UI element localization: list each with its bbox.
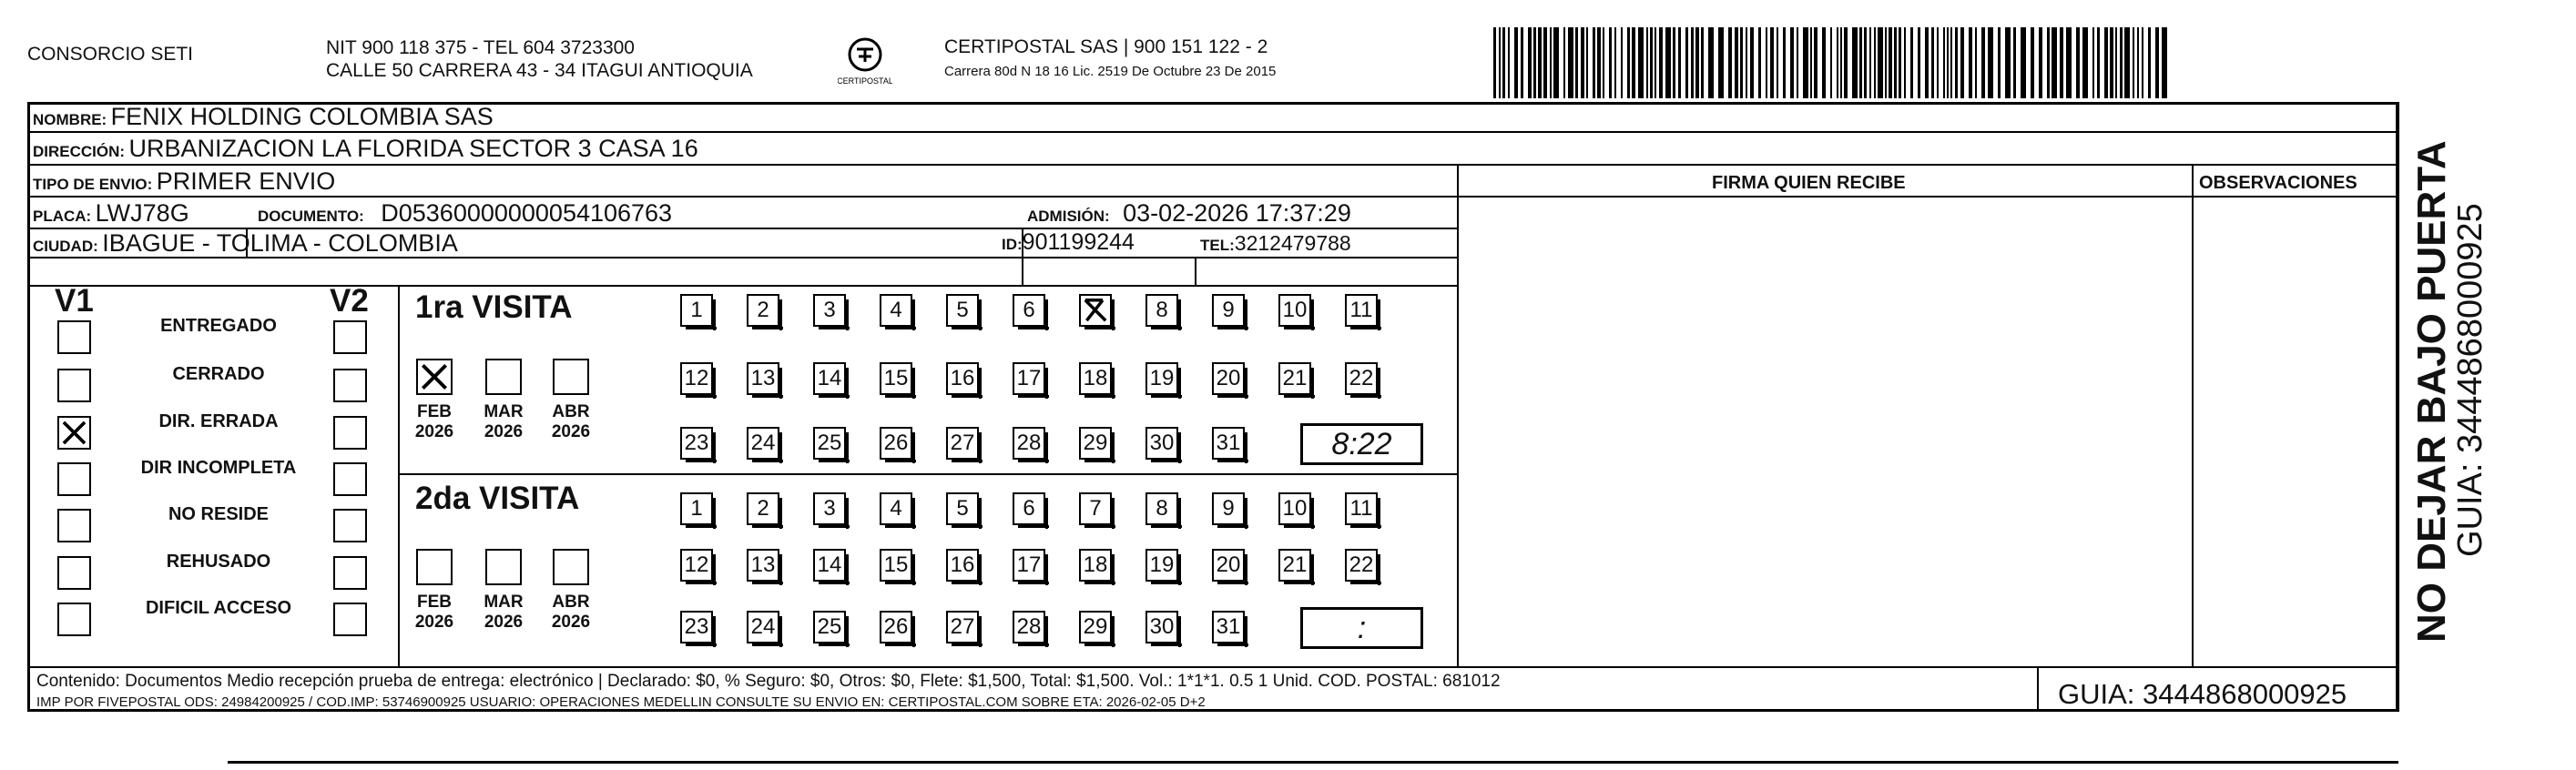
barcode-bar (2097, 27, 2100, 98)
ciudad-value: IBAGUE - TOLIMA - COLOMBIA (102, 229, 458, 257)
day-box[interactable]: 26 (880, 427, 912, 460)
barcode-bar (1538, 27, 1542, 98)
tel-label: TEL: (1200, 237, 1235, 254)
signature-area[interactable] (1460, 198, 2190, 665)
day-box[interactable]: 21 (1278, 362, 1311, 395)
barcode-bar (1790, 27, 1794, 98)
certipostal-license: Carrera 80d N 18 16 Lic. 2519 De Octubre 23 De 2015 (944, 64, 1277, 79)
barcode-bar (1655, 27, 1656, 98)
day-box[interactable]: 8 (1145, 294, 1178, 327)
day-box[interactable]: 23 (680, 427, 713, 460)
barcode-bar (1597, 27, 1601, 98)
barcode-bar (1603, 27, 1604, 98)
day-box[interactable]: 9 (1212, 294, 1245, 327)
v1-checkbox[interactable] (57, 556, 91, 590)
barcode-bar (1528, 27, 1532, 98)
day-box[interactable]: 8 (1145, 492, 1178, 525)
month-label: MAR 2026 (484, 593, 524, 632)
month-checkbox[interactable] (416, 359, 453, 395)
barcode-bar (1859, 27, 1862, 98)
placa-field (33, 199, 189, 228)
firma-quien-recibe-label: FIRMA QUIEN RECIBE (1712, 173, 1906, 193)
logo-caption: CERTIPOSTAL (838, 76, 892, 86)
day-box[interactable]: 2 (747, 294, 779, 327)
barcode-bar (1981, 27, 1985, 98)
barcode-bar (2076, 27, 2080, 98)
visit-time-box[interactable]: 8:22 (1300, 423, 1423, 465)
tel-field (1200, 231, 1351, 256)
v1-checkbox[interactable] (57, 416, 91, 450)
barcode-bar (2021, 27, 2026, 98)
day-box[interactable]: 24 (747, 427, 779, 460)
day-box[interactable]: 4 (880, 492, 912, 525)
barcode-bar (2155, 27, 2159, 98)
day-box[interactable]: 15 (880, 362, 912, 395)
day-box[interactable]: 16 (946, 549, 979, 582)
barcode-bar (1502, 27, 1505, 98)
status-label: DIFICIL ACCESO (145, 598, 291, 618)
barcode-bar (2133, 27, 2134, 98)
barcode (1493, 27, 2176, 98)
day-box[interactable]: 16 (946, 362, 979, 395)
day-box[interactable]: 12 (680, 362, 713, 395)
barcode-bar (1575, 27, 1578, 98)
barcode-bar (1894, 27, 1897, 98)
documento-value: D05360000000054106763 (381, 199, 673, 227)
visit2-title: 2da VISITA (415, 481, 580, 516)
status-label: REHUSADO (166, 552, 271, 572)
barcode-bar (2005, 27, 2011, 98)
month-checkbox[interactable] (416, 549, 453, 585)
day-box[interactable]: 10 (1278, 294, 1311, 327)
barcode-bar (1701, 27, 1704, 98)
day-box[interactable]: 24 (747, 611, 779, 643)
barcode-bar (1878, 27, 1883, 98)
direccion-value: URBANIZACION LA FLORIDA SECTOR 3 CASA 16 (128, 135, 698, 162)
barcode-bar (1728, 27, 1732, 98)
day-box[interactable]: 5 (946, 294, 979, 327)
month-label: FEB 2026 (414, 593, 454, 632)
v2-header: V2 (330, 283, 369, 319)
v1-checkbox[interactable] (57, 603, 91, 636)
day-box[interactable]: 27 (946, 427, 979, 460)
direccion-row (33, 135, 698, 163)
barcode-bar (1885, 27, 1887, 98)
certipostal-logo-icon (838, 35, 892, 89)
address-line: CALLE 50 CARRERA 43 - 34 ITAGUI ANTIOQUIA (326, 60, 753, 81)
month-label: FEB 2026 (414, 402, 454, 441)
id-label: ID: (1002, 236, 1023, 253)
barcode-bar (1931, 27, 1934, 98)
barcode-bar (1695, 27, 1699, 98)
barcode-bar (1975, 27, 1977, 98)
month-label: ABR 2026 (551, 593, 591, 632)
day-box[interactable]: 23 (680, 611, 713, 643)
day-box[interactable]: 29 (1079, 427, 1112, 460)
barcode-bar (1844, 27, 1848, 98)
day-box[interactable]: 6 (1013, 294, 1045, 327)
barcode-bar (1766, 27, 1767, 98)
day-box[interactable]: 18 (1079, 362, 1112, 395)
day-box[interactable]: 1 (680, 294, 713, 327)
barcode-bar (1889, 27, 1892, 98)
barcode-bar (1678, 27, 1681, 98)
day-box[interactable]: 26 (880, 611, 912, 643)
admision-label: ADMISIÓN: (1027, 208, 1110, 225)
day-box[interactable]: 25 (813, 611, 846, 643)
day-box[interactable]: 17 (1013, 549, 1045, 582)
barcode-bar (2142, 27, 2143, 98)
barcode-bar (1740, 27, 1743, 98)
tipo-envio-row (33, 167, 335, 196)
placa-value: LWJ78G (95, 199, 189, 227)
day-box[interactable]: 30 (1145, 427, 1178, 460)
barcode-bar (1627, 27, 1630, 98)
day-box[interactable]: 14 (813, 549, 846, 582)
company-info (326, 36, 753, 82)
v2-checkbox[interactable] (333, 462, 367, 496)
month-label: ABR 2026 (551, 402, 591, 441)
barcode-bar (1955, 27, 1958, 98)
day-box[interactable]: 18 (1079, 549, 1112, 582)
nombre-row (33, 103, 494, 131)
v2-checkbox[interactable] (333, 416, 367, 450)
v2-checkbox[interactable] (333, 556, 367, 590)
barcode-bar (2013, 27, 2016, 98)
id-field (1002, 229, 1135, 256)
nombre-label: NOMBRE: (33, 111, 107, 128)
v1-checkbox[interactable] (57, 462, 91, 496)
barcode-bar (2066, 27, 2072, 98)
v1-checkbox[interactable] (57, 369, 91, 402)
day-box[interactable]: 11 (1345, 294, 1378, 327)
barcode-bar (2115, 27, 2117, 98)
barcode-bar (2104, 27, 2108, 98)
nombre-value: FENIX HOLDING COLOMBIA SAS (110, 103, 494, 130)
month-label: MAR 2026 (484, 402, 524, 441)
observations-area[interactable] (2194, 198, 2395, 665)
barcode-bar (1514, 27, 1518, 98)
barcode-bar (1650, 27, 1653, 98)
status-label: DIR INCOMPLETA (140, 458, 297, 478)
barcode-bar (2047, 27, 2050, 98)
day-box[interactable] (1079, 294, 1112, 327)
barcode-bar (2060, 27, 2063, 98)
v1-checkbox[interactable] (57, 509, 91, 542)
barcode-bar (1864, 27, 1867, 98)
barcode-bar (1750, 27, 1754, 98)
barcode-bar (1830, 27, 1832, 98)
barcode-bar (1869, 27, 1871, 98)
day-box[interactable]: 28 (1013, 427, 1045, 460)
month-checkbox[interactable] (485, 549, 522, 585)
barcode-bar (1783, 27, 1786, 98)
barcode-bar (2031, 27, 2034, 98)
day-box[interactable]: 3 (813, 492, 846, 525)
barcode-bar (1998, 27, 2001, 98)
tipo-envio-value: PRIMER ENVIO (156, 167, 336, 195)
day-box[interactable]: 25 (813, 427, 846, 460)
day-box[interactable]: 10 (1278, 492, 1311, 525)
barcode-bar (1814, 27, 1817, 98)
status-label: CERRADO (172, 364, 265, 384)
side-warning: NO DEJAR BAJO PUERTA (2409, 140, 2454, 643)
barcode-bar (1837, 27, 1838, 98)
day-box[interactable]: 22 (1345, 549, 1378, 582)
barcode-bar (1691, 27, 1694, 98)
barcode-bar (1581, 27, 1584, 98)
status-label: NO RESIDE (168, 504, 270, 524)
day-box[interactable]: 20 (1212, 362, 1245, 395)
barcode-bar (1960, 27, 1964, 98)
barcode-bar (1638, 27, 1644, 98)
barcode-bar (1553, 27, 1559, 98)
day-box[interactable]: 19 (1145, 549, 1178, 582)
barcode-bar (1685, 27, 1688, 98)
barcode-bar (1904, 27, 1906, 98)
barcode-bar (2039, 27, 2042, 98)
barcode-bar (1614, 27, 1616, 98)
barcode-bar (1550, 27, 1552, 98)
visit-time-box[interactable]: : (1300, 607, 1423, 649)
day-box[interactable]: 3 (813, 294, 846, 327)
barcode-bar (1493, 27, 1496, 98)
barcode-bar (1521, 27, 1523, 98)
footer-guia: GUIA: 3444868000925 (2058, 678, 2347, 710)
day-box[interactable]: 15 (880, 549, 912, 582)
barcode-bar (1621, 27, 1623, 98)
barcode-bar (1810, 27, 1812, 98)
tipo-envio-label: TIPO DE ENVIO: (33, 176, 153, 193)
barcode-bar (1918, 27, 1920, 98)
barcode-bar (1665, 27, 1671, 98)
day-box[interactable]: 20 (1212, 549, 1245, 582)
barcode-bar (1925, 27, 1929, 98)
day-box[interactable]: 9 (1212, 492, 1245, 525)
barcode-bar (1543, 27, 1547, 98)
barcode-bar (2137, 27, 2139, 98)
direccion-label: DIRECCIÓN: (33, 143, 126, 160)
barcode-bar (1718, 27, 1724, 98)
month-checkbox[interactable] (553, 359, 589, 395)
barcode-bar (1568, 27, 1573, 98)
day-box[interactable]: 21 (1278, 549, 1311, 582)
day-box[interactable]: 7 (1079, 492, 1112, 525)
barcode-bar (2110, 27, 2113, 98)
barcode-bar (1822, 27, 1826, 98)
id-value: 901199244 (1022, 229, 1135, 255)
day-box[interactable]: 19 (1145, 362, 1178, 395)
day-box[interactable]: 17 (1013, 362, 1045, 395)
barcode-bar (2082, 27, 2088, 98)
month-checkbox[interactable] (553, 549, 589, 585)
barcode-bar (1563, 27, 1565, 98)
barcode-bar (1533, 27, 1536, 98)
barcode-bar (1508, 27, 1510, 98)
v1-checkbox[interactable] (57, 320, 91, 354)
barcode-bar (1632, 27, 1635, 98)
ciudad-label: CIUDAD: (33, 238, 98, 255)
day-box[interactable]: 1 (680, 492, 713, 525)
side-guia: GUIA: 3444868000925 (2451, 203, 2489, 557)
barcode-bar (2120, 27, 2123, 98)
day-box[interactable]: 31 (1212, 427, 1245, 460)
day-box[interactable]: 13 (747, 362, 779, 395)
barcode-bar (1673, 27, 1675, 98)
barcode-bar (2148, 27, 2151, 98)
barcode-bar (1988, 27, 1993, 98)
day-box[interactable]: 27 (946, 611, 979, 643)
placa-label: PLACA: (33, 208, 92, 225)
barcode-bar (1937, 27, 1939, 98)
v1-header: V1 (55, 283, 94, 319)
day-box[interactable]: 29 (1079, 611, 1112, 643)
day-box[interactable]: 4 (880, 294, 912, 327)
barcode-bar (1659, 27, 1663, 98)
barcode-bar (1708, 27, 1714, 98)
footer-contenido: Contenido: Documentos Medio recepción prueba de entrega: electrónico | Declarado: $0, % Seguro: $0, Otros: $0, Flete: $1,500, Total: $1,500. Vol.: 1*1*1. 0.5 1 Unid. COD. POSTAL: 681012 (36, 672, 1501, 691)
barcode-bar (1840, 27, 1842, 98)
barcode-bar (2052, 27, 2057, 98)
visit1-title: 1ra VISITA (415, 289, 573, 325)
barcode-bar (1947, 27, 1949, 98)
barcode-bar (1646, 27, 1648, 98)
day-box[interactable]: 11 (1345, 492, 1378, 525)
barcode-bar (1950, 27, 1952, 98)
admision-value: 03-02-2026 17:37:29 (1123, 199, 1351, 227)
documento-label: DOCUMENTO: (258, 208, 364, 225)
day-box[interactable]: 5 (946, 492, 979, 525)
barcode-bar (1770, 27, 1774, 98)
barcode-bar (1586, 27, 1588, 98)
barcode-bar (1735, 27, 1738, 98)
barcode-bar (1593, 27, 1595, 98)
barcode-bar (1943, 27, 1945, 98)
barcode-bar (1499, 27, 1501, 98)
day-box[interactable]: 22 (1345, 362, 1378, 395)
day-box[interactable]: 13 (747, 549, 779, 582)
barcode-bar (1874, 27, 1876, 98)
nit-line: NIT 900 118 375 - TEL 604 3723300 (326, 37, 635, 58)
admision-field (1027, 199, 1351, 228)
day-box[interactable]: 28 (1013, 611, 1045, 643)
barcode-bar (2162, 27, 2167, 98)
certipostal-info: CERTIPOSTAL SAS | 900 151 122 - 2 (944, 36, 1268, 57)
status-label: DIR. ERRADA (158, 411, 279, 431)
barcode-bar (1758, 27, 1761, 98)
status-label: ENTREGADO (160, 316, 277, 336)
tel-value: 3212479788 (1234, 231, 1351, 255)
barcode-bar (1910, 27, 1913, 98)
v2-checkbox[interactable] (333, 369, 367, 402)
ciudad-field (33, 229, 458, 258)
barcode-bar (1969, 27, 1972, 98)
v2-checkbox[interactable] (333, 320, 367, 354)
barcode-bar (1899, 27, 1901, 98)
month-checkbox[interactable] (485, 359, 522, 395)
barcode-bar (1609, 27, 1612, 98)
barcode-bar (1803, 27, 1808, 98)
documento-field (258, 199, 672, 228)
barcode-bar (1777, 27, 1778, 98)
day-box[interactable]: 31 (1212, 611, 1245, 643)
barcode-bar (1746, 27, 1747, 98)
day-box[interactable]: 2 (747, 492, 779, 525)
observaciones-label: OBSERVACIONES (2199, 173, 2357, 193)
v2-checkbox[interactable] (333, 509, 367, 542)
barcode-bar (1852, 27, 1858, 98)
barcode-bar (2124, 27, 2130, 98)
footer-imp: IMP POR FIVEPOSTAL ODS: 24984200925 / COD.IMP: 53746900925 USUARIO: OPERACIONES MEDELLIN CONSULTE SU ENVIO EN: CERTIPOSTAL.COM SOBRE ETA: 2026-02-05 D+2 (36, 694, 1206, 710)
v2-checkbox[interactable] (333, 603, 367, 636)
barcode-bar (2092, 27, 2094, 98)
day-box[interactable]: 6 (1013, 492, 1045, 525)
barcode-bar (1797, 27, 1798, 98)
company-name: CONSORCIO SETI (27, 44, 194, 65)
day-box[interactable]: 14 (813, 362, 846, 395)
day-box[interactable]: 12 (680, 549, 713, 582)
day-box[interactable]: 30 (1145, 611, 1178, 643)
